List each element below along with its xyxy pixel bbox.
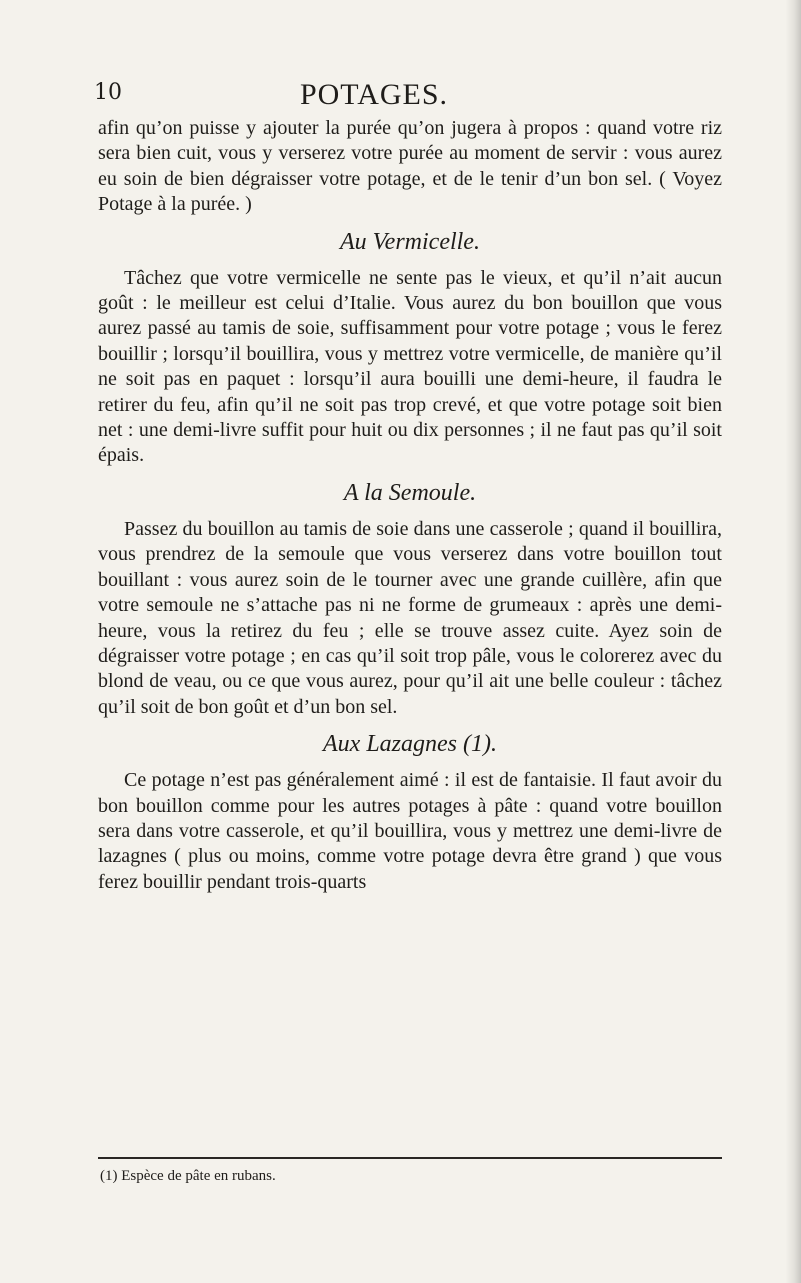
running-title: POTAGES. bbox=[299, 78, 449, 111]
page-number: 10 bbox=[94, 80, 122, 105]
section-text-lazagnes: Ce potage n’est pas généralement aimé : il est de fantaisie. Il faut avoir du bon bouillon comme pour les autres potages à pâte : quand votre bouillon sera dans votre casserole, et qu’il bouillira, vous y mettrez une demi-livre de lazagnes ( plus ou moins, comme votre potage devra être grand ) que vous ferez bouillir pendant trois-quarts bbox=[98, 769, 722, 893]
body-text bbox=[98, 116, 722, 895]
section-heading-vermicelle: Au Vermicelle. bbox=[340, 228, 480, 255]
footnote-divider bbox=[98, 1157, 722, 1159]
section-text-semoule: Passez du bouillon au tamis de soie dans une casserole ; quand il bouillira, vous prendrez de la semoule que vous verserez dans votre bouillon tout bouillant : vous aurez soin de le tourner avec une grande cuillère, afin que votre semoule ne s’attache pas ni ne forme de grumeaux : après une demi-heure, vous la retirez du feu ; elle se trouve assez cuite. Ayez soin de dégraisser votre potage ; en cas qu’il soit trop pâle, vous le colorerez avec du blond de veau, ou ce que vous aurez, pour qu’il ait une belle couleur : tâchez qu’il soit de bon goût et d’un bon sel. bbox=[98, 517, 722, 718]
intro-paragraph: afin qu’on puisse y ajouter la purée qu’on jugera à propos : quand votre riz sera bien cuit, vous y verserez votre purée au moment de servir : vous aurez eu soin de bien dégraisser votre potage, et de le tenir d’un bon sel. ( Voyez Potage à la purée. ) bbox=[98, 117, 722, 216]
page-edge-shadow bbox=[785, 0, 801, 1283]
section-heading-lazagnes: Aux Lazagnes (1). bbox=[323, 731, 497, 758]
section-text-vermicelle: Tâchez que votre vermicelle ne sente pas le vieux, et qu’il n’ait aucun goût : le meilleur est celui d’Italie. Vous aurez du bon bouillon que vous aurez passé au tamis de soie, suffisamment pour votre potage ; vous le ferez bouillir ; lorsqu’il bouillira, vous y mettrez votre vermicelle, de manière qu’il ne soit pas en paquet : lorsqu’il aura bouilli une demi-heure, il faudra le retirer du feu, afin qu’il ne soit pas trop crevé, et que votre potage soit bien net : une demi-livre suffit pour huit ou dix personnes ; il ne faut pas qu’il soit épais. bbox=[98, 266, 722, 467]
section-heading-semoule: A la Semoule. bbox=[343, 479, 477, 506]
footnote: (1) Espèce de pâte en rubans. bbox=[100, 1168, 276, 1184]
page-header bbox=[94, 78, 714, 114]
